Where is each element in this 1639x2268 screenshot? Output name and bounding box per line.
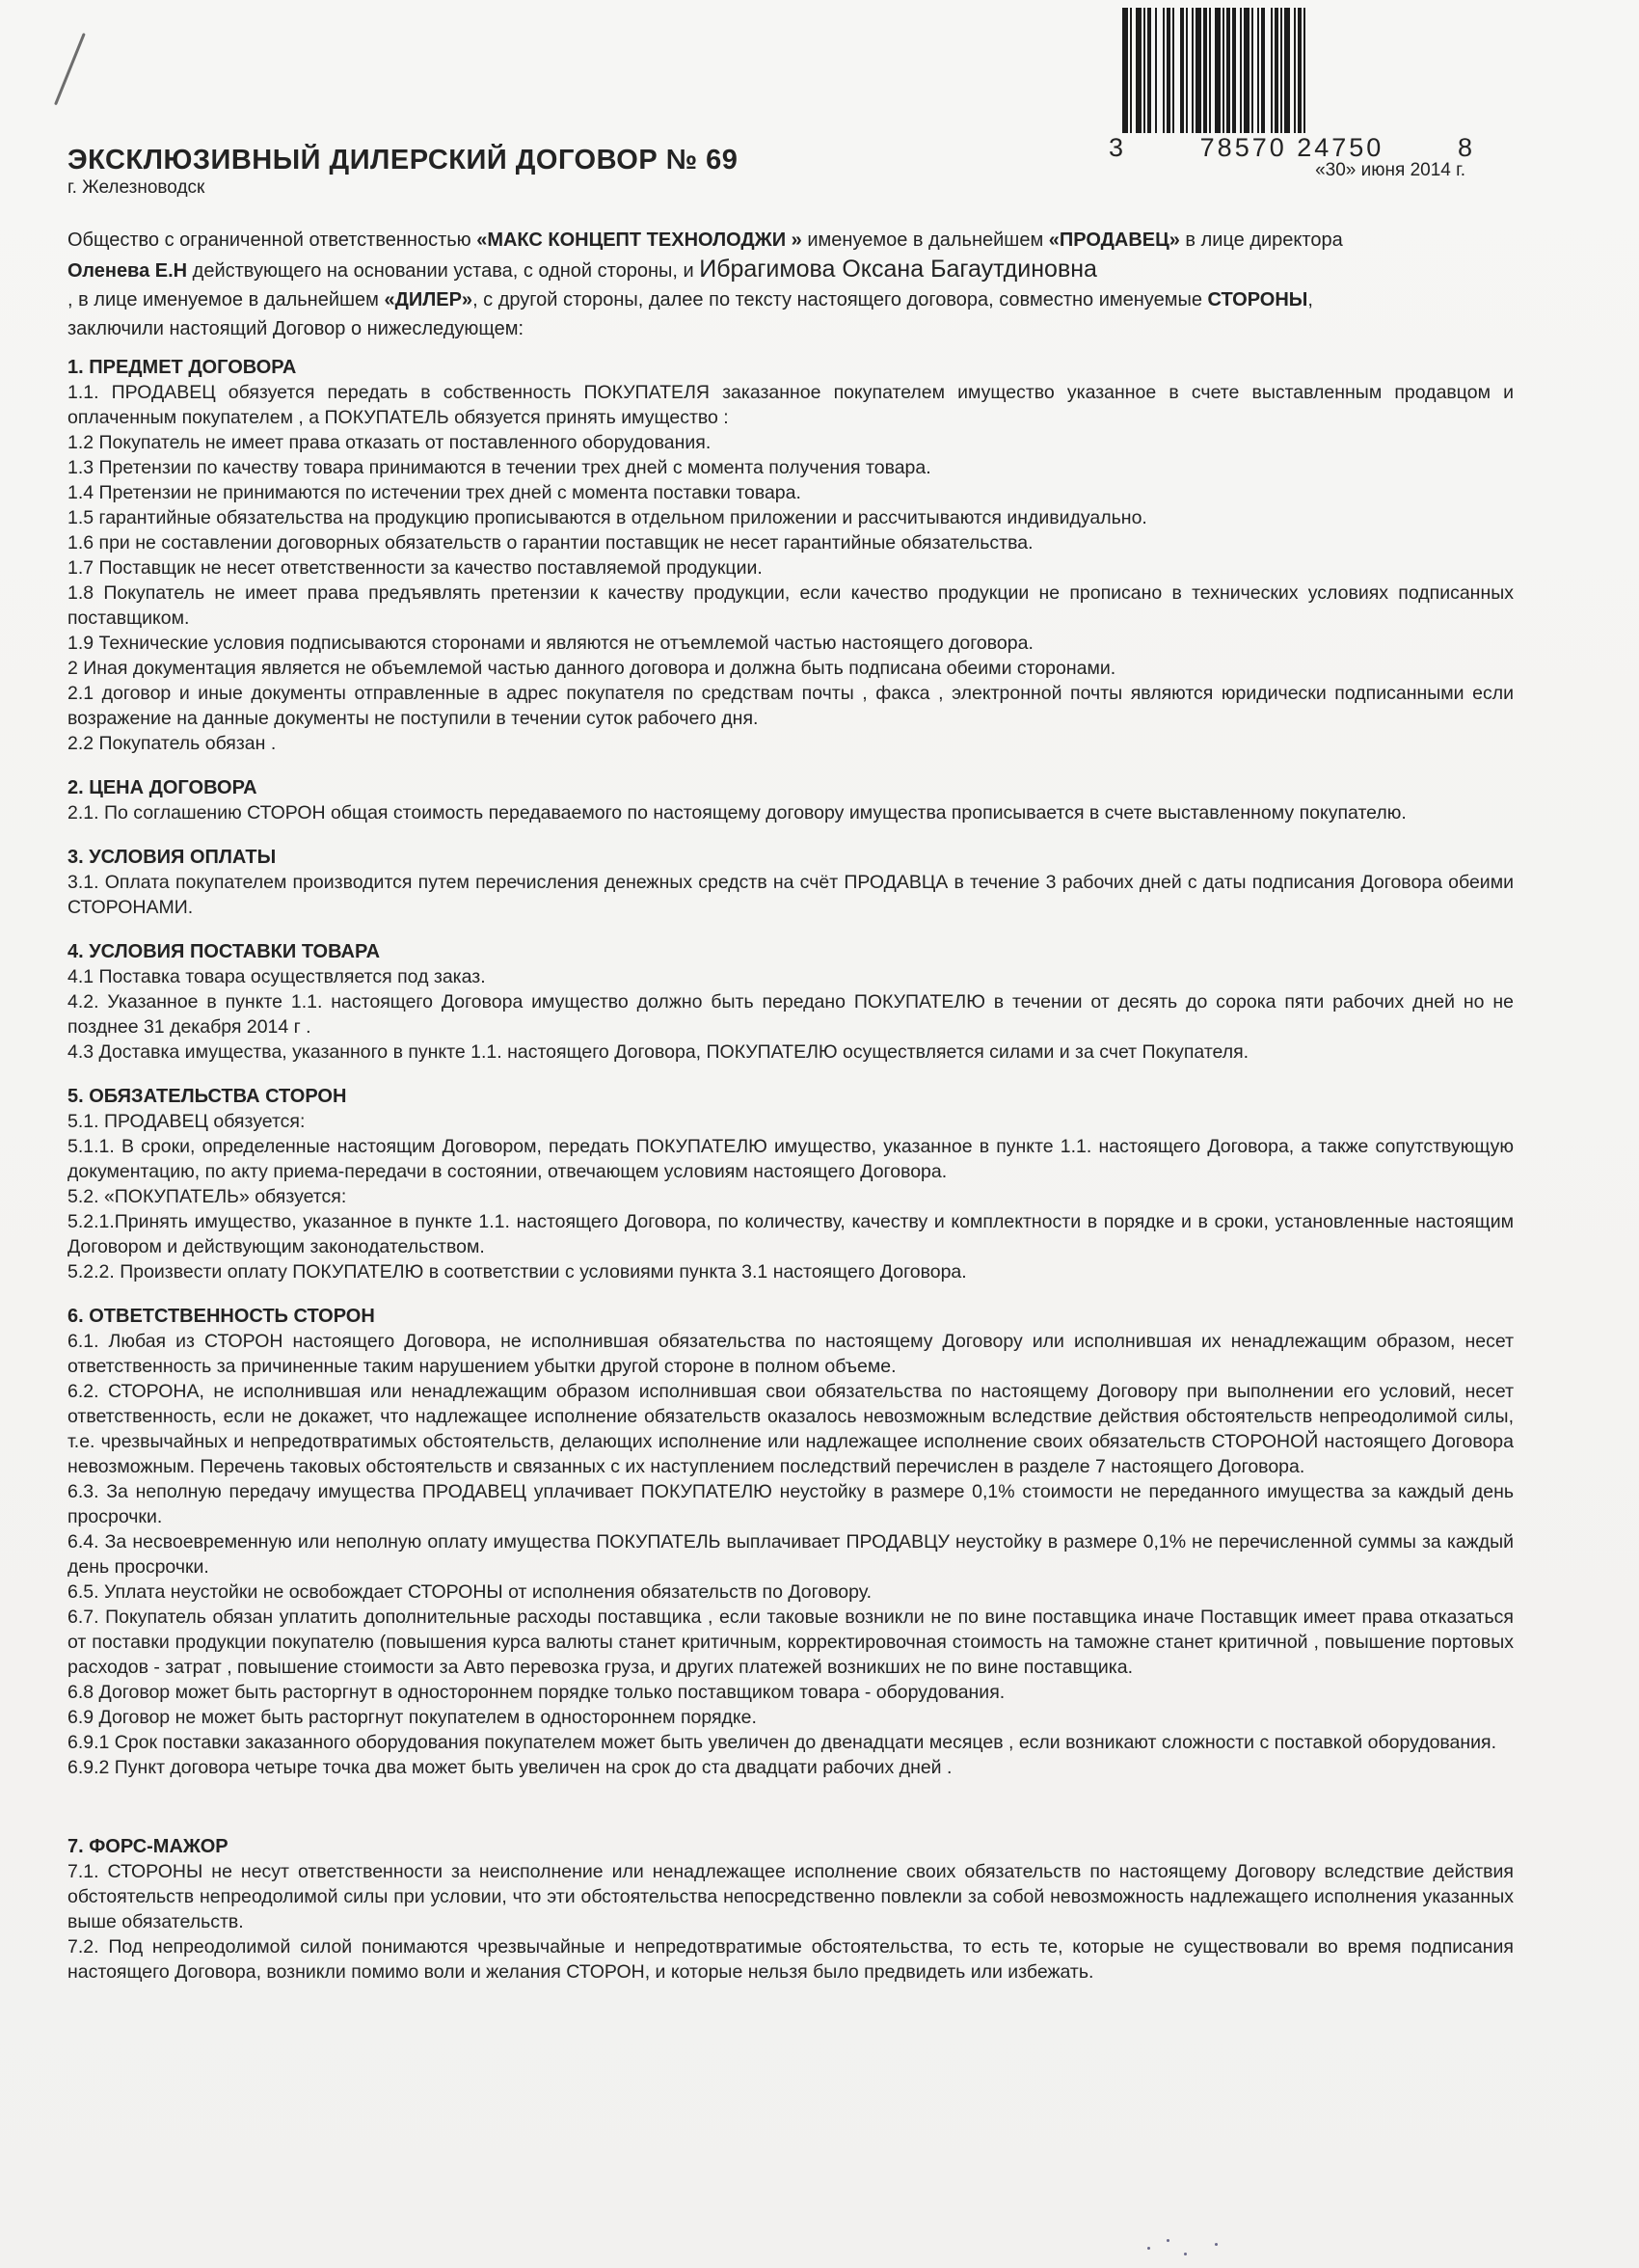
- section-heading: 1. ПРЕДМЕТ ДОГОВОРА: [67, 357, 297, 378]
- director-name: Оленева Е.Н: [67, 260, 188, 282]
- preamble-text: именуемое в дальнейшем: [801, 230, 1049, 251]
- document-date: «30» июня 2014 г.: [1315, 160, 1465, 180]
- clause-paragraph: 6.2. СТОРОНА, не исполнившая или ненадлежащим образом исполнившая свои обязательства по настоящему Договору при выполнении его условий, несет ответственность, если не докажет, что надлежащее исполнение обязательств оказалось невозможным вследствие действия обстоятельств непреодолимой силы, т.е. чрезвычайных и непредотвратимых обстоятельств, делающих исполнение или надлежащее исполнение своих обязательств СТОРОНОЙ настоящего Договора невозможным. Перечень таковых обстоятельств и связанных с их наступлением последствий перечислен в разделе 7 настоящего Договора.: [67, 1381, 1514, 1477]
- preamble-line-2: [67, 255, 1514, 285]
- clause-paragraph: 5.2. «ПОКУПАТЕЛЬ» обязуется:: [67, 1186, 347, 1207]
- clause-paragraph: 6.5. Уплата неустойки не освобождает СТОРОНЫ от исполнения обязательств по Договору.: [67, 1581, 872, 1603]
- contract-sections: [67, 355, 1514, 1984]
- preamble-line-1: [67, 226, 1514, 255]
- preamble-text: ,: [1307, 289, 1313, 310]
- clause-paragraph: 1.1. ПРОДАВЕЦ обязуется передать в собственность ПОКУПАТЕЛЯ заказанное покупателем имущество указанное в счете выставленным продавцом и оплаченным покупателем , а ПОКУПАТЕЛЬ обязуется принять имущество :: [67, 382, 1514, 428]
- clause-paragraph: 2.1 договор и иные документы отправленные в адрес покупателя по средствам почты , факса , электронной почты являются юридически подписанными если возражение на данные документы не поступили в течении суток рабочего дня.: [67, 683, 1514, 729]
- parties-label: СТОРОНЫ: [1207, 289, 1308, 310]
- clause-paragraph: 1.8 Покупатель не имеет права предъявлять претензии к качеству продукции, если качество продукции не прописано в технических условиях подписанных поставщиком.: [67, 582, 1514, 629]
- clause-paragraph: 6.8 Договор может быть расторгнут в одностороннем порядке только поставщиком товара - оборудования.: [67, 1682, 1006, 1703]
- preamble-text: , с другой стороны, далее по тексту настоящего договора, совместно именуемые: [472, 289, 1208, 310]
- clause-paragraph: 7.1. СТОРОНЫ не несут ответственности за неисполнение или ненадлежащее исполнение своих обязательств по настоящему Договору вследствие действия обстоятельств непреодолимой силы при условии, что эти обстоятельства непосредственно повлекли за собой невозможность надлежащего исполнения указанных выше обязательств.: [67, 1861, 1514, 1932]
- clause-paragraph: 2.2 Покупатель обязан .: [67, 733, 277, 754]
- clause-paragraph: 7.2. Под непреодолимой силой понимаются чрезвычайные и непредотвратимые обстоятельства, то есть те, которые не существовали во время подписания настоящего Договора, возникли помимо воли и желания СТОРОН, и которые нельзя было предвидеть или избежать.: [67, 1936, 1514, 1983]
- clause-paragraph: 6.4. За несвоевременную или неполную оплату имущества ПОКУПАТЕЛЬ выплачивает ПРОДАВЦУ неустойку в размере 0,1% не перечисленной суммы за каждый день просрочки.: [67, 1531, 1514, 1578]
- clause-paragraph: 4.3 Доставка имущества, указанного в пункте 1.1. настоящего Договора, ПОКУПАТЕЛЮ осуществляется силами и за счет Покупателя.: [67, 1041, 1249, 1063]
- dealer-label: «ДИЛЕР»: [384, 289, 473, 310]
- preamble-line-4: заключили настоящий Договор о нижеследующем:: [67, 318, 524, 339]
- preamble-text: в лице директора: [1179, 230, 1343, 251]
- preamble-line-3: [67, 285, 1514, 314]
- clause-paragraph: 5.2.1.Принять имущество, указанное в пункте 1.1. настоящего Договора, по количеству, качеству и комплектности в порядке и в сроки, установленные настоящим Договором и действующим законодательством.: [67, 1211, 1514, 1257]
- seller-label: «ПРОДАВЕЦ»: [1048, 230, 1180, 251]
- contract-document: [67, 143, 1514, 1984]
- clause-paragraph: 6.9.2 Пункт договора четыре точка два может быть увеличен на срок до ста двадцати рабочих дней .: [67, 1757, 953, 1778]
- barcode-digit-right: 8: [1457, 133, 1475, 162]
- barcode-bars: [1122, 8, 1460, 133]
- section-heading: 2. ЦЕНА ДОГОВОРА: [67, 777, 257, 798]
- clause-paragraph: 6.3. За неполную передачу имущества ПРОДАВЕЦ уплачивает ПОКУПАТЕЛЮ неустойку в размере 0,1% стоимости не переданного имущества за каждый день просрочки.: [67, 1481, 1514, 1527]
- clause-paragraph: 6.9.1 Срок поставки заказанного оборудования покупателем может быть увеличен до двенадцати месяцев , если возникают сложности с поставкой оборудования.: [67, 1732, 1497, 1753]
- pen-stroke-mark: [54, 33, 86, 105]
- section-heading: 5. ОБЯЗАТЕЛЬСТВА СТОРОН: [67, 1086, 347, 1107]
- clause-paragraph: 2.1. По соглашению СТОРОН общая стоимость передаваемого по настоящему договору имущества прописывается в счете выставленному покупателю.: [67, 802, 1407, 824]
- clause-paragraph: 1.9 Технические условия подписываются сторонами и являются не отъемлемой частью настоящего договора.: [67, 633, 1034, 654]
- preamble-text: Общество с ограниченной ответственностью: [67, 230, 477, 251]
- section-heading: 7. ФОРС-МАЖОР: [67, 1836, 228, 1857]
- clause-paragraph: 4.1 Поставка товара осуществляется под заказ.: [67, 966, 486, 987]
- clause-paragraph: 6.9 Договор не может быть расторгнут покупателем в одностороннем порядке.: [67, 1707, 757, 1728]
- clause-paragraph: 1.2 Покупатель не имеет права отказать от поставленного оборудования.: [67, 432, 712, 453]
- company-name: «МАКС КОНЦЕПТ ТЕХНОЛОДЖИ »: [476, 230, 802, 251]
- section-heading: 6. ОТВЕТСТВЕННОСТЬ СТОРОН: [67, 1306, 375, 1327]
- section-heading: 3. УСЛОВИЯ ОПЛАТЫ: [67, 847, 277, 868]
- preamble-text: действующего на основании устава, с одной стороны, и: [187, 260, 700, 282]
- clause-paragraph: 3.1. Оплата покупателем производится путем перечисления денежных средств на счёт ПРОДАВЦА в течение 3 рабочих дней с даты подписания Договора обеими СТОРОНАМИ.: [67, 872, 1514, 918]
- clause-paragraph: 1.3 Претензии по качеству товара принимаются в течении трех дней с момента получения товара.: [67, 457, 931, 478]
- preamble-text: , в лице именуемое в дальнейшем: [67, 289, 385, 310]
- clause-paragraph: 1.4 Претензии не принимаются по истечении трех дней с момента поставки товара.: [67, 482, 801, 503]
- clause-paragraph: 6.1. Любая из СТОРОН настоящего Договора, не исполнившая обязательства по настоящему Договору или исполнившая их ненадлежащим образом, несет ответственность за причиненные таким нарушением убытки другой стороне в полном объеме.: [67, 1331, 1514, 1377]
- document-title: ЭКСКЛЮЗИВНЫЙ ДИЛЕРСКИЙ ДОГОВОР № 69: [67, 145, 739, 176]
- barcode-bar: [1305, 8, 1311, 133]
- clause-paragraph: 5.2.2. Произвести оплату ПОКУПАТЕЛЮ в соответствии с условиями пункта 3.1 настоящего Договора.: [67, 1261, 967, 1282]
- section-heading: 4. УСЛОВИЯ ПОСТАВКИ ТОВАРА: [67, 941, 381, 962]
- dealer-name: Ибрагимова Оксана Багаутдиновна: [699, 256, 1097, 283]
- document-city: г. Железноводск: [67, 177, 205, 198]
- clause-paragraph: 1.5 гарантийные обязательства на продукцию прописываются в отдельном приложении и рассчитываются индивидуально.: [67, 507, 1147, 528]
- clause-paragraph: 5.1. ПРОДАВЕЦ обязуется:: [67, 1111, 306, 1132]
- clause-paragraph: 1.6 при не составлении договорных обязательств о гарантии поставщик не несет гарантийные обязательства.: [67, 532, 1034, 554]
- clause-paragraph: 1.7 Поставщик не несет ответственности за качество поставляемой продукции.: [67, 557, 763, 579]
- clause-paragraph: 6.7. Покупатель обязан уплатить дополнительные расходы поставщика , если таковые возникли не по вине поставщика иначе Поставщик имеет права отказаться от поставки продукции покупателю (повышения курса валюты станет критичным, корректировочная стоимость на таможне станет критичной , повышение портовых расходов - затрат , повышение стоимости за Авто перевозка груза, и других платежей возникших не по вине поставщика.: [67, 1606, 1514, 1678]
- preamble: [67, 226, 1514, 343]
- clause-paragraph: 5.1.1. В сроки, определенные настоящим Договором, передать ПОКУПАТЕЛЮ имущество, указанное в пункте 1.1. настоящего Договора, а также сопутствующую документацию, по акту приема-передачи в состоянии, отвечающем условиям настоящего Договора.: [67, 1136, 1514, 1182]
- clause-paragraph: 4.2. Указанное в пункте 1.1. настоящего Договора имущество должно быть передано ПОКУПАТЕЛЮ в течении от десять до сорока пяти рабочих дней но не позднее 31 декабря 2014 г .: [67, 991, 1514, 1038]
- scan-noise: [1138, 2235, 1253, 2264]
- barcode-digit-left: 3: [1109, 133, 1127, 162]
- barcode-digits-mid: 78570 24750: [1199, 133, 1384, 162]
- clause-paragraph: 2 Иная документация является не объемлемой частью данного договора и должна быть подписана обеими сторонами.: [67, 658, 1116, 679]
